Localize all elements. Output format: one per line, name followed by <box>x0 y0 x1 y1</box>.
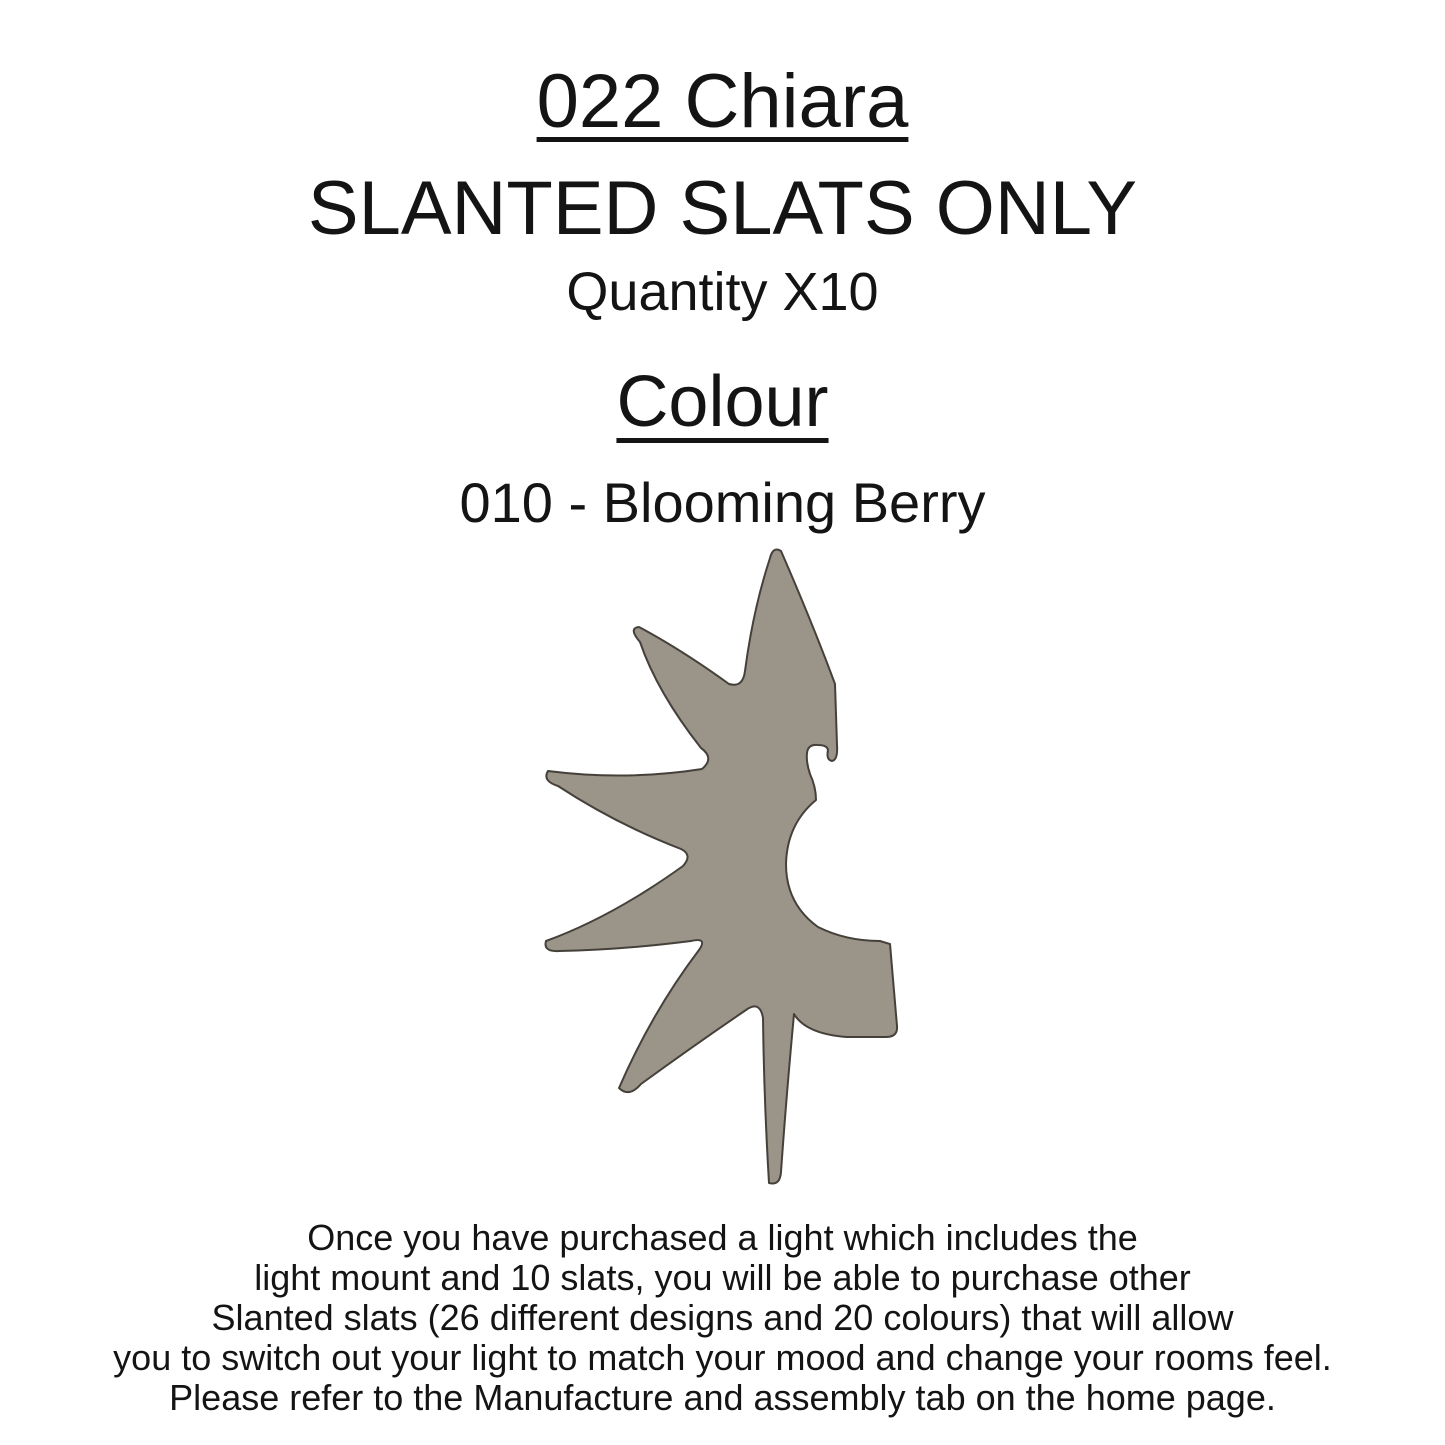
footer-note <box>0 1218 1445 1418</box>
header-block <box>0 56 1445 323</box>
footer-note-line: Slanted slats (26 different designs and 20 colours) that will allow <box>211 1297 1234 1338</box>
footer-note-line: Please refer to the Manufacture and assembly tab on the home page. <box>169 1377 1276 1418</box>
footer-note-line: Once you have purchased a light which includes the <box>307 1217 1138 1258</box>
footer-note-line: you to switch out your light to match your mood and change your rooms feel. <box>113 1337 1332 1378</box>
colour-value: 010 - Blooming Berry <box>459 471 986 534</box>
slat-profile-shape <box>546 550 898 1184</box>
colour-section <box>0 362 1445 535</box>
colour-heading: Colour <box>616 362 829 442</box>
footer-note-line: light mount and 10 slats, you will be able to purchase other <box>254 1257 1191 1298</box>
slat-profile-svg <box>538 538 904 1194</box>
page-title: 022 Chiara <box>536 59 909 144</box>
quantity-label: Quantity X10 <box>566 261 879 322</box>
product-subtitle: SLANTED SLATS ONLY <box>307 165 1138 251</box>
